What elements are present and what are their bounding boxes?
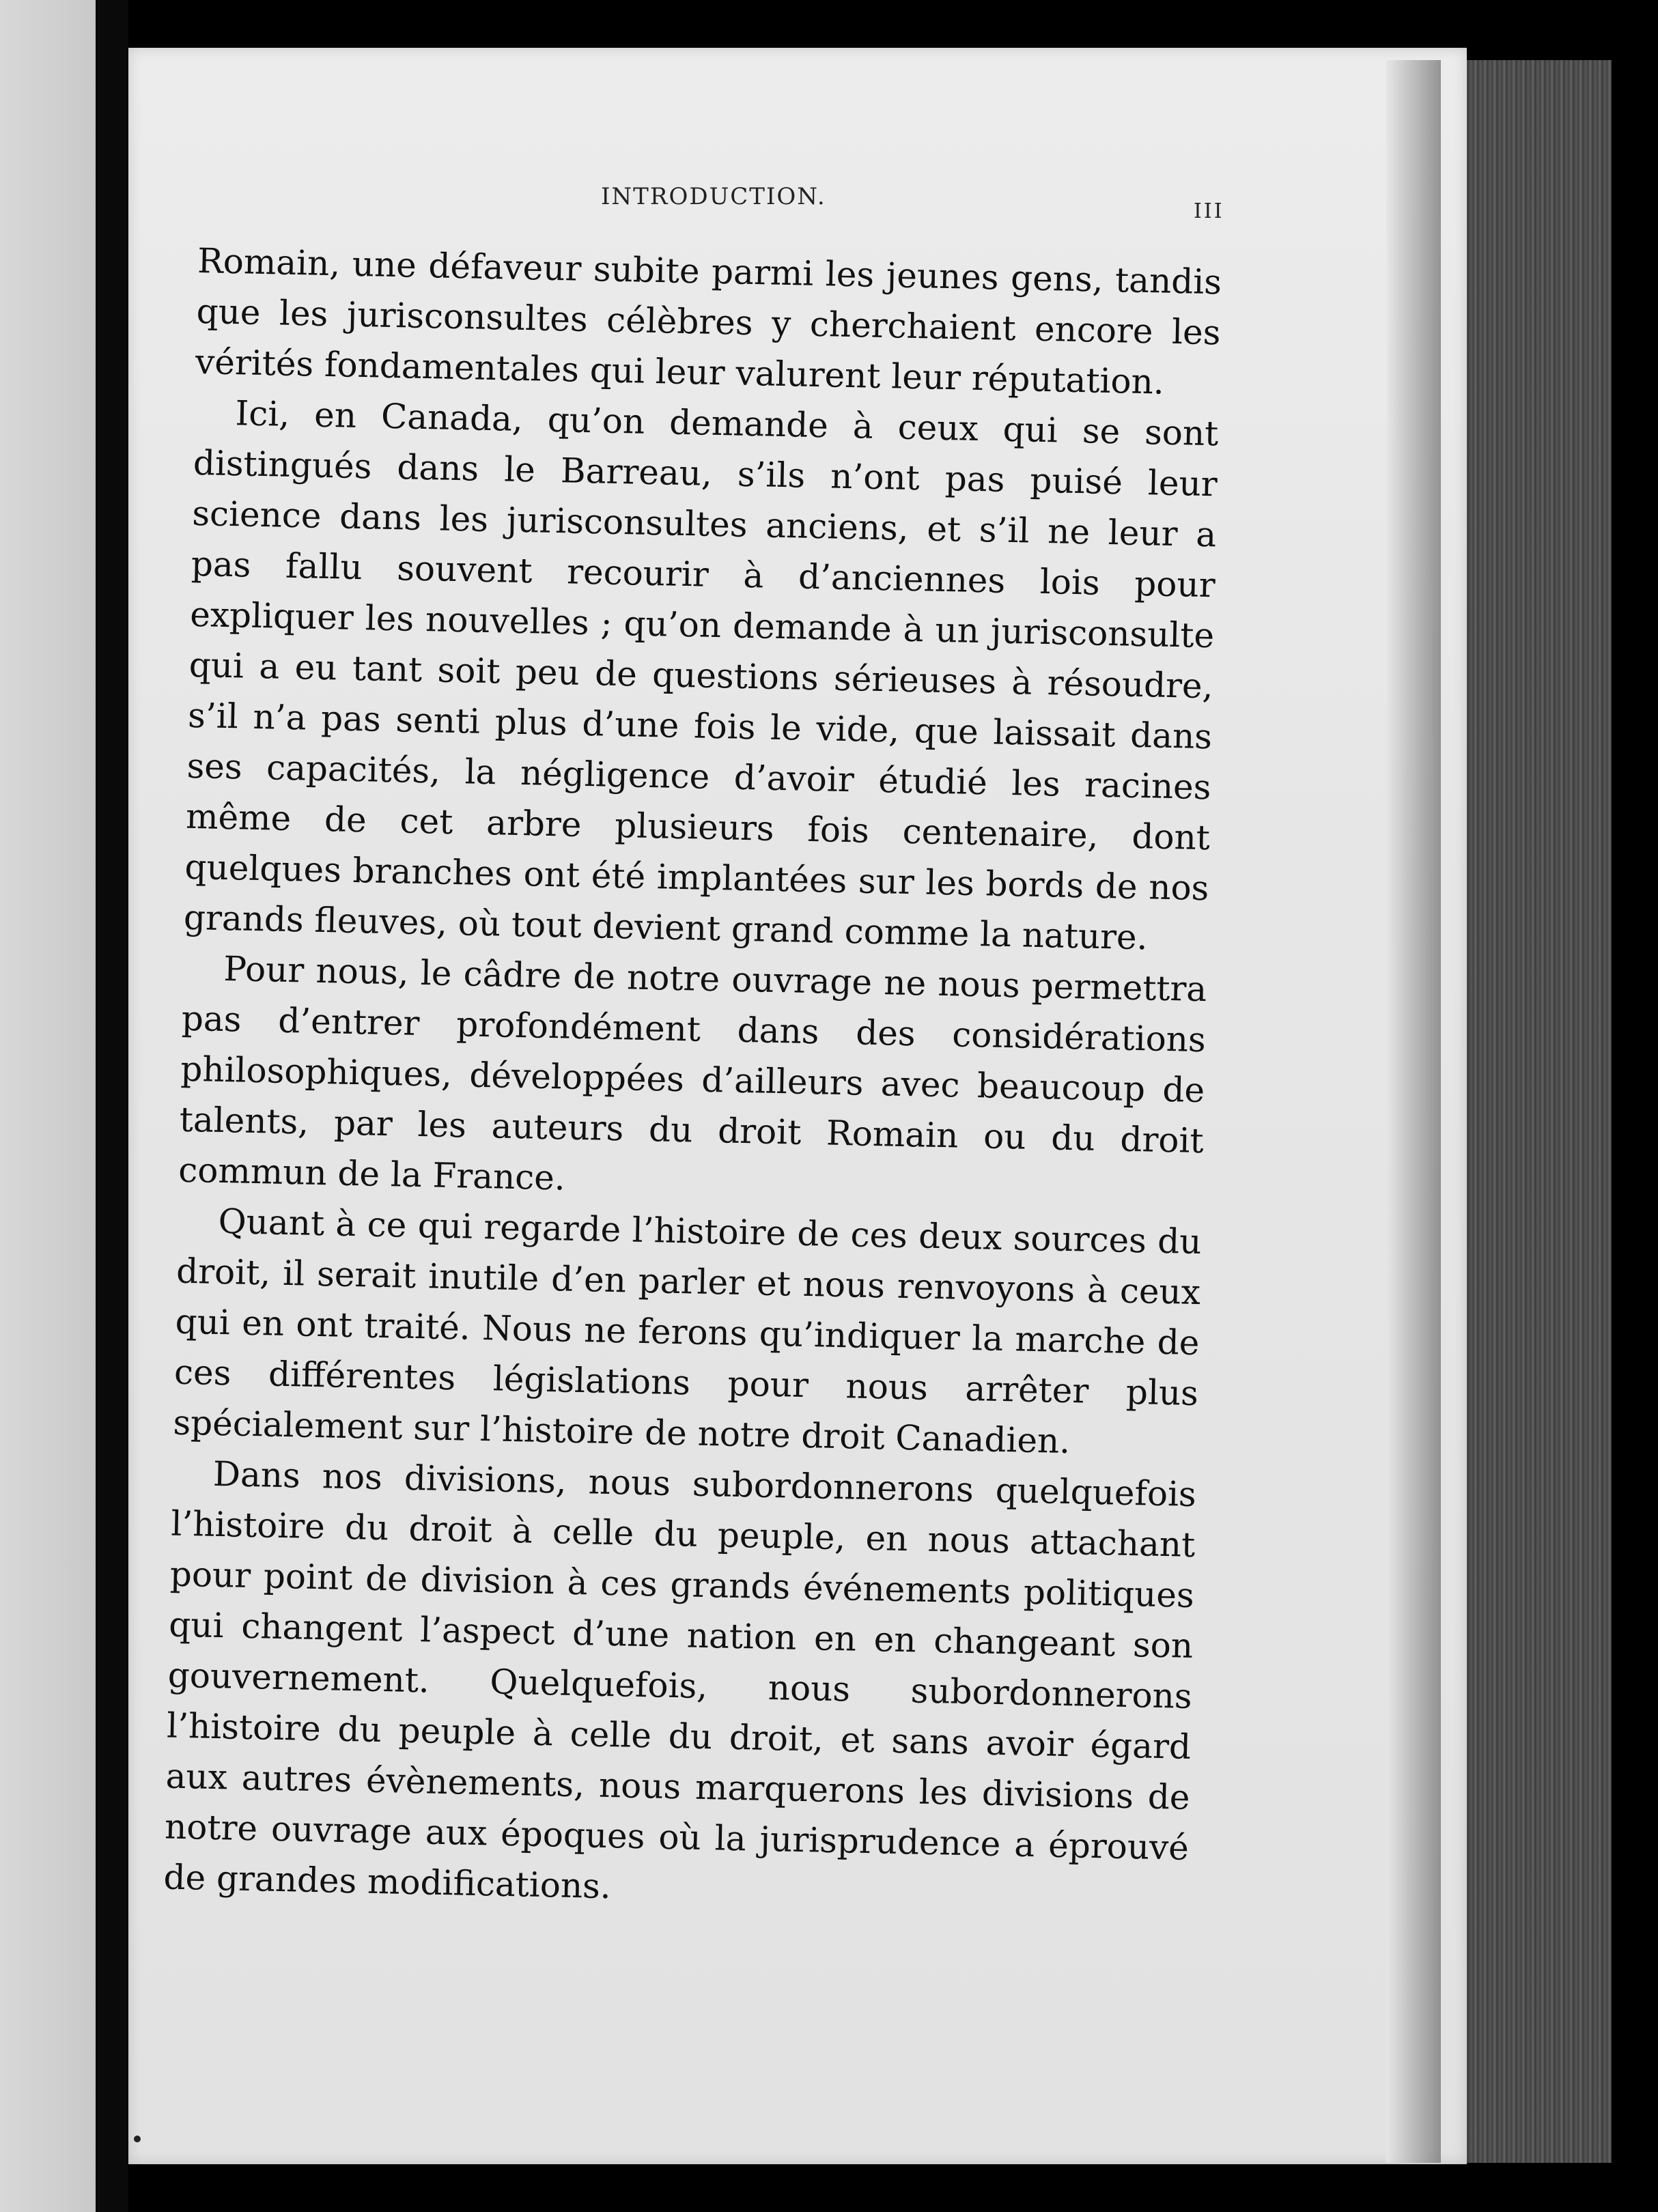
scan-border <box>1612 0 1658 2212</box>
book-gutter <box>96 0 128 2212</box>
facing-page-edge <box>0 0 96 2212</box>
body-text <box>163 236 1222 1924</box>
page-number: III <box>1194 199 1224 223</box>
paragraph-2: Ici, en Canada, qu’on demande à ceux qui se sont distingués dans le Barreau, s’ils n’ont pas puisé leur science dans les jurisconsultes anciens, et s’il ne leur a pas fallu souvent recourir à d’anciennes lois pour expliquer les nouvelles ; qu’on demande à un jurisconsulte qui a eu tant soit peu de questions sérieuses à résoudre, s’il n’a pas senti plus d’une fois le vide, que laissait dans ses capacités, la négligence d’avoir étudié les racines même de cet arbre plusieurs fois centenaire, dont quelques branches ont été implantées sur les bords de nos grands fleuves, où tout devient grand comme la nature. <box>183 393 1219 958</box>
paragraph-4: Quant à ce qui regarde l’histoire de ces deux sources du droit, il serait inutile d’en parler et nous renvoyons à ceux qui en ont traité. Nous ne ferons qu’indiquer la marche de ces différentes législations pour nous arrêter plus spécialement sur l’histoire de notre droit Canadien. <box>172 1201 1203 1462</box>
paragraph-5: Dans nos divisions, nous subordonnerons quelquefois l’histoire du droit à celle du peuple, en nous attachant pour point de division à ces grands événements politiques qui changent l’aspect d’une nation en en changeant son gouvernement. Quelquefois, nous subordonnerons l’histoire du peuple à celle du droit, et sans avoir égard aux autres évènements, nous marquerons les divisions de notre ouvrage aux époques où la jurisprudence a éprouvé de grandes modifications. <box>163 1454 1197 1907</box>
paragraph-3: Pour nous, le câdre de notre ouvrage ne nous permettra pas d’entrer profondément dans des considérations philosophiques, développées d’ailleurs avec beaucoup de talents, par les auteurs du droit Romain ou du droit commun de la France. <box>178 949 1207 1198</box>
paragraph-1: Romain, une défaveur subite parmi les jeunes gens, tandis que les jurisconsultes célèbres y cherchaient encore les vérités fondamentales qui leur valurent leur réputation. <box>195 240 1222 402</box>
running-title: INTRODUCTION. <box>601 183 826 210</box>
scan-speck <box>134 2136 141 2142</box>
page-edge-shadow <box>1386 60 1441 2163</box>
